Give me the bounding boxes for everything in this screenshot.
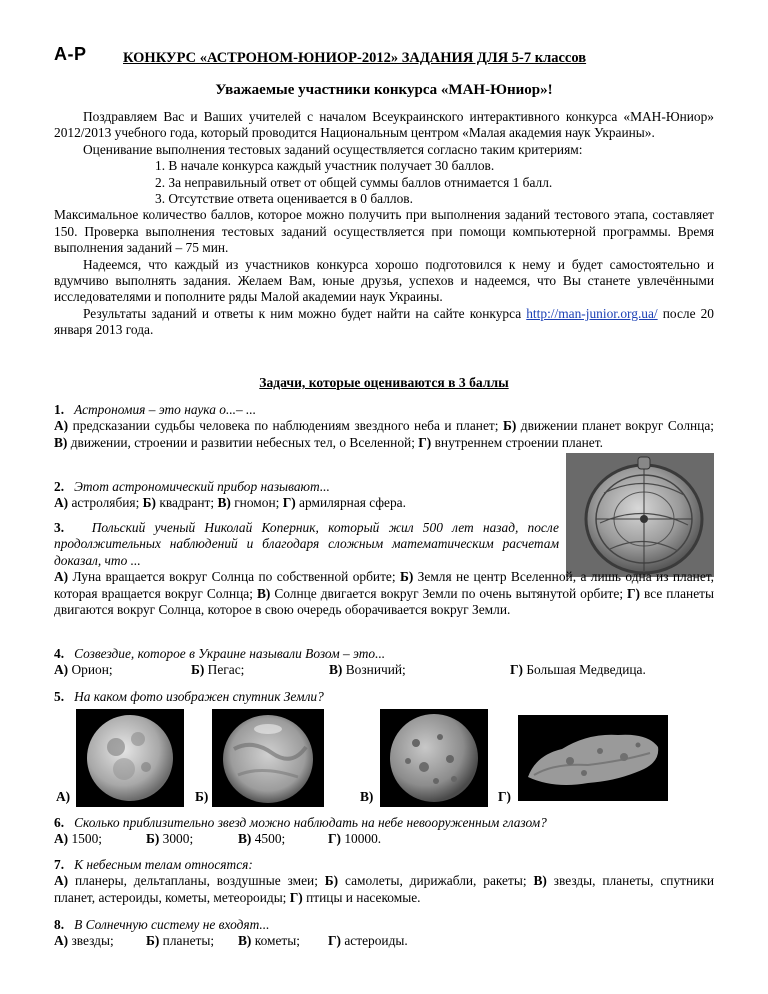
greeting-heading: Уважаемые участники конкурса «МАН-Юниор»! <box>215 82 553 98</box>
question-3-options: А) Луна вращается вокруг Солнца по собственной орбите; Б) Земля не центр Вселенной, а лишь одна из планет, которая вращается вокруг Солнца; В) Солнце двигается вокруг Земли по очень вытянутой орбите; Г) все планеты двигаются вокруг Солнца, которое в свою очередь оборачивается вокруг Земли. <box>54 569 714 618</box>
contest-site-link[interactable]: http://man-junior.org.ua/ <box>526 305 658 321</box>
question-7-options: А) планеры, дельтапланы, воздушные змеи; Б) самолеты, дирижабли, ракеты; В) звезды, планеты, спутники планет, астероиды, кометы, метеороиды; Г) птицы и насекомые. <box>54 873 714 905</box>
question-2 <box>54 479 559 512</box>
question-1-text: 1. Астрономия – это наука о...– ... <box>54 402 257 417</box>
intro-paragraph-3: Максимальное количество баллов, которое можно получить при выполнения заданий тестового этапа, составляет 150. Проверка выполнения тестовых заданий осуществляется при помощи компьютерной программы. Время выполнения заданий – 75 мин. <box>54 207 714 256</box>
intro-block <box>54 109 714 339</box>
question-8-text: 8. В Солнечную систему не входят... <box>54 917 270 932</box>
question-6-options: А) 1500; Б) 3000; В) 4500; Г) 10000. <box>54 831 382 847</box>
photo-label-b: Б) <box>195 789 209 804</box>
results-text: Результаты заданий и ответы к ним можно будет найти на сайте конкурса <box>83 305 527 321</box>
header-title: КОНКУРС «АСТРОНОМ-ЮНИОР-2012» ЗАДАНИЯ ДЛЯ 5-7 классов <box>123 50 587 66</box>
asteroid-photo-g <box>518 715 668 801</box>
intro-paragraph-5 <box>54 306 714 339</box>
question-8-options: А) звезды; Б) планеты; В) кометы; Г) астероиды. <box>54 933 408 949</box>
question-5 <box>54 689 714 705</box>
criteria-item: 3. Отсутствие ответа оценивается в 0 баллов. <box>155 191 413 207</box>
question-4 <box>54 646 714 678</box>
question-6 <box>54 815 714 847</box>
criteria-list <box>54 158 714 207</box>
question-1 <box>54 402 714 451</box>
question-2-text: 2. Этот астрономический прибор называют... <box>54 479 330 494</box>
question-8 <box>54 917 714 949</box>
question-2-options: А) астролябия; Б) квадрант; В) гномон; Г) армилярная сфера. <box>54 495 406 511</box>
photo-label-g: Г) <box>498 789 511 804</box>
photo-label-v: В) <box>360 789 374 804</box>
criteria-item: 2. За неправильный ответ от общей суммы баллов отнимается 1 балл. <box>155 174 553 190</box>
planet-photo-b <box>212 709 324 807</box>
moon-photo-v <box>380 709 488 807</box>
question-4-text: 4. Созвездие, которое в Украине называли Возом – это... <box>54 646 386 661</box>
question-1-options: А) предсказании судьбы человека по наблюдениям звездного неба и планет; Б) движении планет вокруг Солнца; В) движении, строении и развитии небесных тел, о Вселенной; Г) внутреннем строении планет. <box>54 418 715 450</box>
question-7-text: 7. К небесным телам относятся: <box>54 857 253 872</box>
moon-photo-a <box>76 709 184 807</box>
photo-label-a: А) <box>56 789 71 804</box>
results-date-text: после 20 января 2013 года. <box>54 305 714 338</box>
header-code: А-Р <box>54 44 87 64</box>
intro-paragraph-1: Поздравляем Вас и Ваших учителей с началом Всеукраинского интерактивного конкурса «МАН-Юниор» 2012/2013 учебного года, который проводится Национальным центром «Малая академия наук Украины». <box>54 109 714 141</box>
intro-paragraph-4: Надеемся, что каждый из участников конкурса хорошо подготовился к нему и будет самостоятельно и вдумчиво выполнять задания. Желаем Вам, юные друзья, успехов и надеемся, что Вы станете увлечёнными исследователями и пополните ряды Малой академии наук Украины. <box>54 256 714 305</box>
question-3 <box>54 520 714 618</box>
criteria-item: 1. В начале конкурса каждый участник получает 30 баллов. <box>155 158 495 174</box>
question-3-text: 3. Польский ученый Николай Коперник, который жил 500 лет назад, после продолжительных наблюдений и благодаря сложным математическим расчетам доказал, что ... <box>54 520 559 568</box>
question-6-text: 6. Сколько приблизительно звезд можно наблюдать на небе невооруженным глазом? <box>54 815 547 830</box>
question-7 <box>54 857 714 906</box>
section-title: Задачи, которые оцениваются в 3 баллы <box>259 375 509 390</box>
question-4-options: А) Орион; Б) Пегас; В) Возничий; Г) Большая Медведица. <box>54 662 646 678</box>
question-5-text: 5. На каком фото изображен спутник Земли? <box>54 689 324 704</box>
intro-paragraph-2: Оценивание выполнения тестовых заданий осуществляется согласно таким критериям: <box>83 141 583 157</box>
